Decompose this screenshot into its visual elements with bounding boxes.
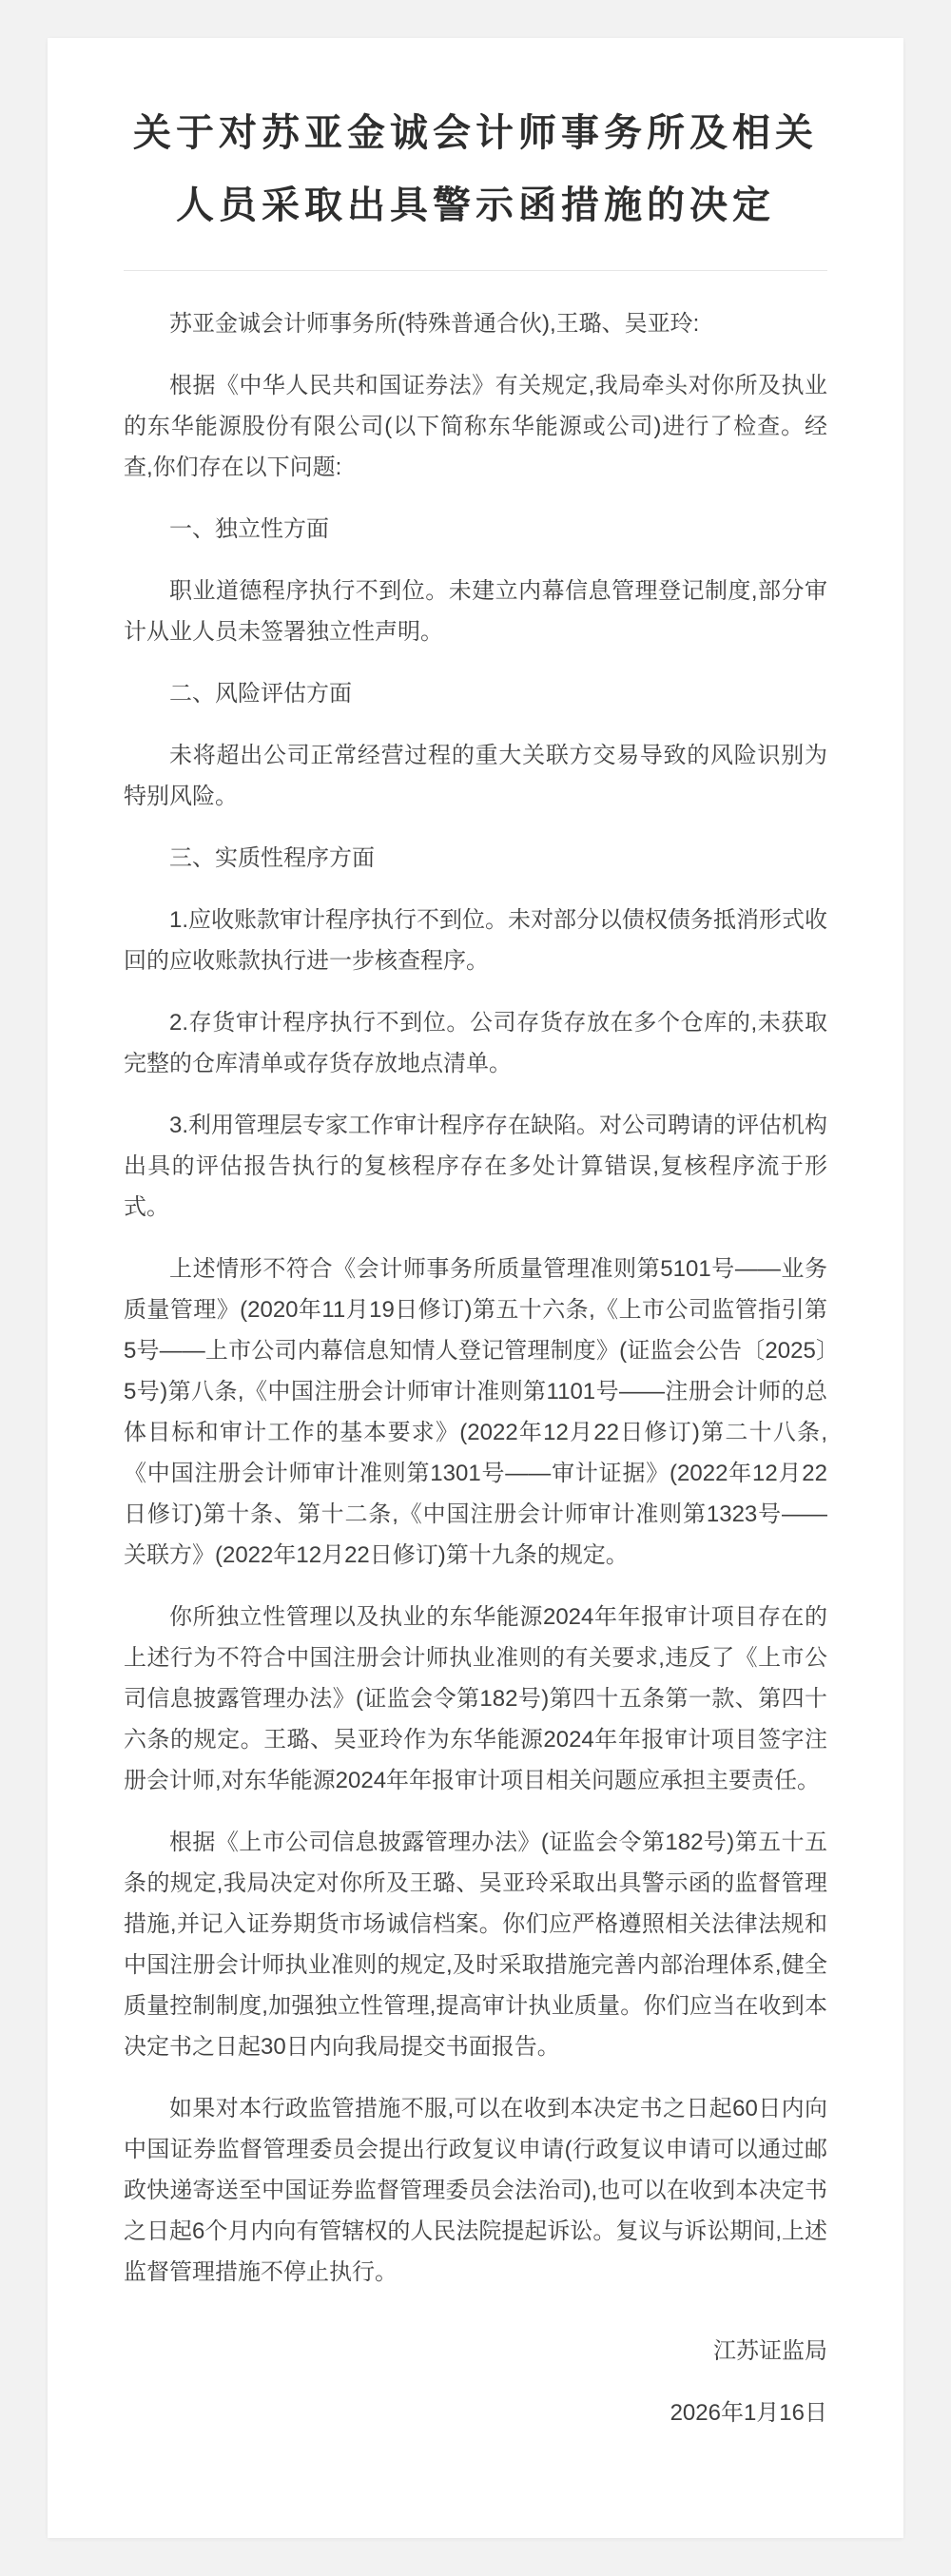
- rules-violated-paragraph: 上述情形不符合《会计师事务所质量管理准则第5101号——业务质量管理》(2020年11月19日修订)第五十六条,《上市公司监管指引第5号——上市公司内幕信息知情人登记管理制度》(证监会公告〔2025〕5号)第八条,《中国注册会计师审计准则第1101号——注册会计师的总体目标和审计工作的基本要求》(2022年12月22日修订)第二十八条,《中国注册会计师审计准则第1301号——审计证据》(2022年12月22日修订)第十条、第十二条,《中国注册会计师审计准则第1323号——关联方》(2022年12月22日修订)第十九条的规定。: [124, 1256, 827, 1568]
- section-2-body: 未将超出公司正常经营过程的重大关联方交易导致的风险识别为特别风险。: [124, 743, 827, 809]
- section-heading-1: 一、独立性方面: [169, 516, 329, 542]
- appeal-rights-paragraph: 如果对本行政监管措施不服,可以在收到本决定书之日起60日内向中国证券监督管理委员会提出行政复议申请(行政复议申请可以通过邮政快递寄送至中国证券监督管理委员会法治司),也可以在收到本决定书之日起6个月内向有管辖权的人民法院提起诉讼。复议与诉讼期间,上述监督管理措施不停止执行。: [124, 2096, 828, 2285]
- document-date: 2026年1月16日: [670, 2400, 827, 2426]
- document-title: 关于对苏亚金诚会计师事务所及相关人员采取出具警示函措施的决定: [133, 112, 818, 226]
- salutation-line: 苏亚金诚会计师事务所(特殊普通合伙),王璐、吴亚玲:: [169, 311, 700, 337]
- title-divider: [124, 270, 827, 271]
- signature-block: [124, 2331, 827, 2433]
- document-body: [124, 303, 827, 2293]
- responsibility-paragraph: 你所独立性管理以及执业的东华能源2024年年报审计项目存在的上述行为不符合中国注册会计师执业准则的有关要求,违反了《上市公司信息披露管理办法》(证监会令第182号)第四十五条第一款、第四十六条的规定。王璐、吴亚玲作为东华能源2024年年报审计项目签字注册会计师,对东华能源2024年年报审计项目相关问题应承担主要责任。: [124, 1604, 827, 1793]
- decision-paragraph: 根据《上市公司信息披露管理办法》(证监会令第182号)第五十五条的规定,我局决定对你所及王璐、吴亚玲采取出具警示函的监督管理措施,并记入证券期货市场诚信档案。你们应严格遵照相关法律法规和中国注册会计师执业准则的规定,及时采取措施完善内部治理体系,健全质量控制制度,加强独立性管理,提高审计执业质量。你们应当在收到本决定书之日起30日内向我局提交书面报告。: [124, 1830, 827, 2060]
- section-3-item-2: 2.存货审计程序执行不到位。公司存货存放在多个仓库的,未获取完整的仓库清单或存货存放地点清单。: [124, 1010, 827, 1076]
- section-3-item-1: 1.应收账款审计程序执行不到位。未对部分以债权债务抵消形式收回的应收账款执行进一步核查程序。: [124, 907, 828, 974]
- section-3-item-3: 3.利用管理层专家工作审计程序存在缺陷。对公司聘请的评估机构出具的评估报告执行的复核程序存在多处计算错误,复核程序流于形式。: [124, 1113, 828, 1220]
- issuer-signature: 江苏证监局: [713, 2338, 827, 2364]
- section-heading-2: 二、风险评估方面: [169, 681, 352, 707]
- document-card: [48, 38, 903, 2538]
- page-background: [0, 38, 951, 2538]
- section-heading-3: 三、实质性程序方面: [169, 845, 375, 871]
- intro-paragraph: 根据《中华人民共和国证券法》有关规定,我局牵头对你所及执业的东华能源股份有限公司(以下简称东华能源或公司)进行了检查。经查,你们存在以下问题:: [124, 373, 827, 480]
- section-1-body: 职业道德程序执行不到位。未建立内幕信息管理登记制度,部分审计从业人员未签署独立性声明。: [124, 578, 827, 645]
